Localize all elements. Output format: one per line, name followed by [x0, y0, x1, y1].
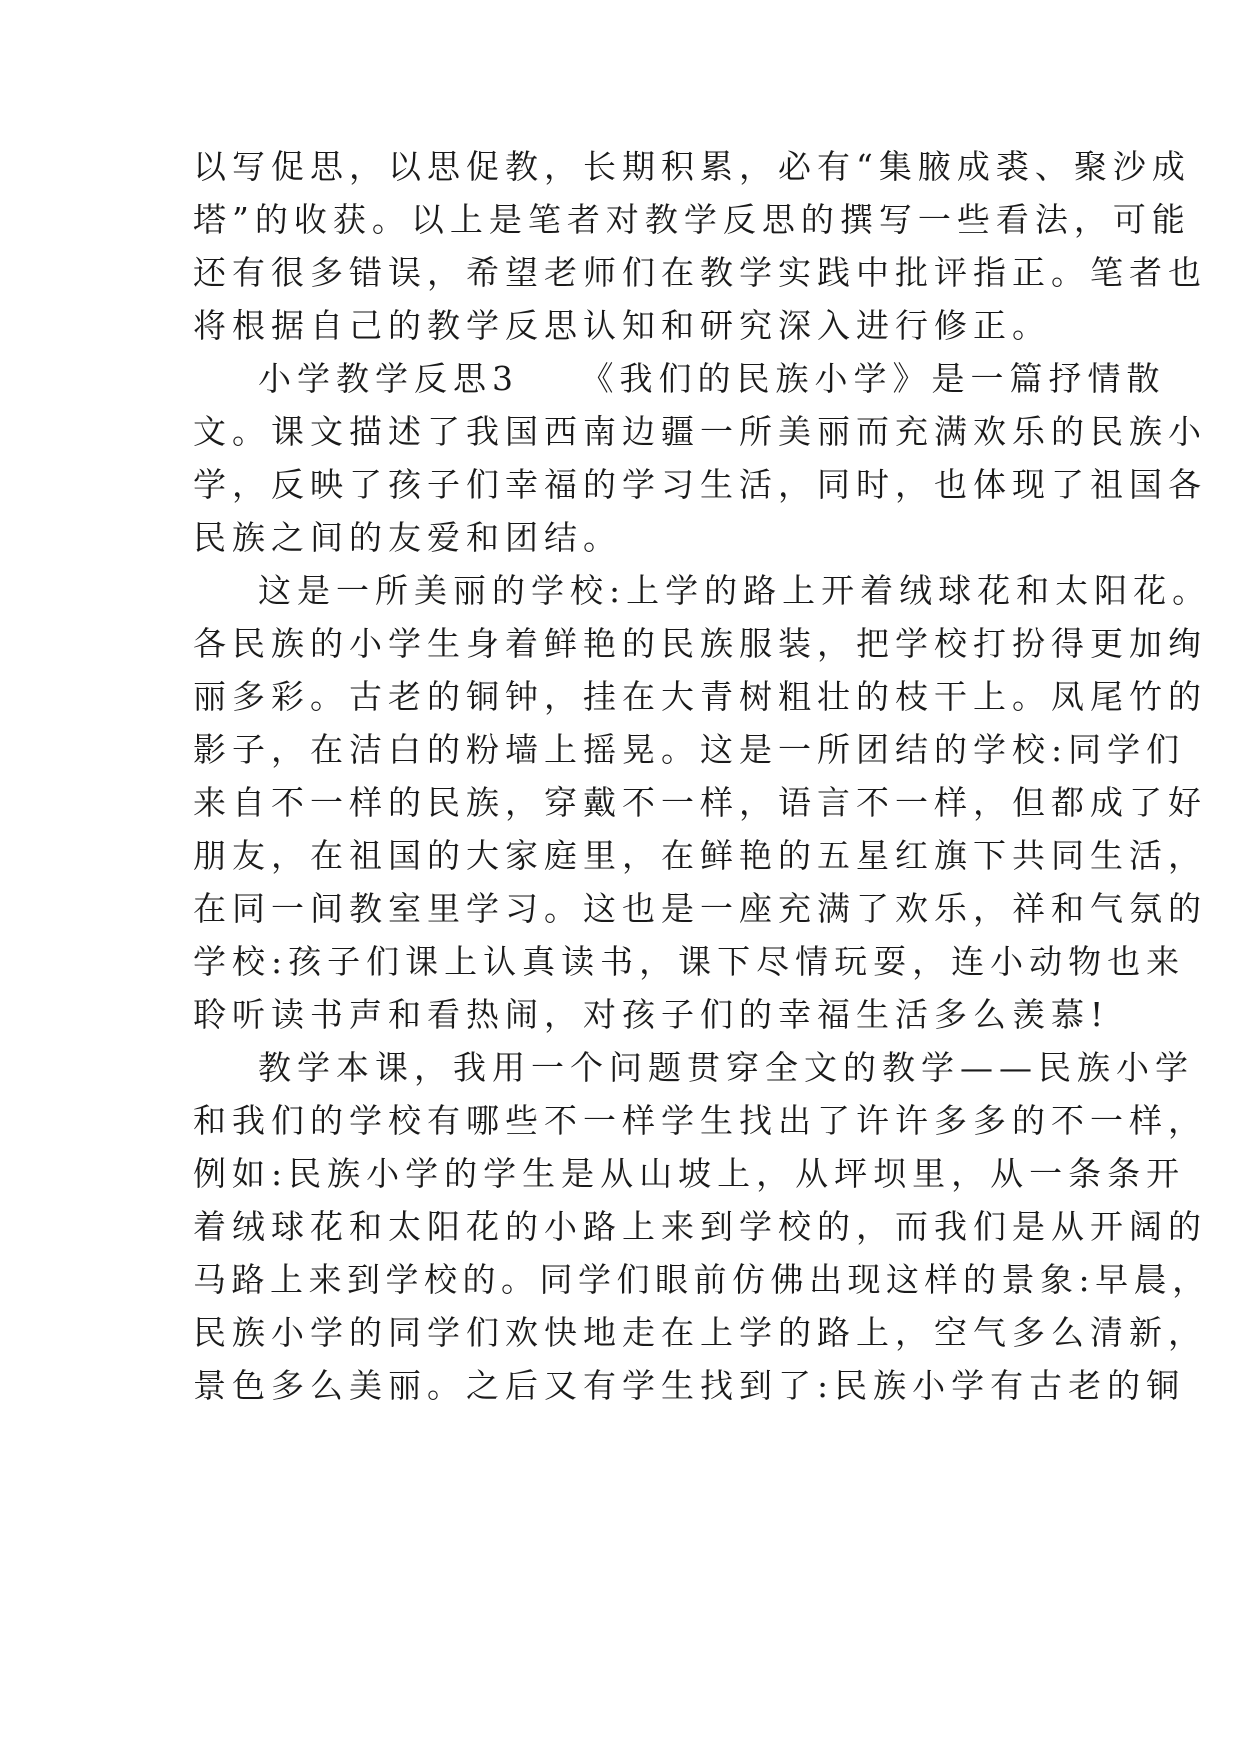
- text-line: 学，反映了孩子们幸福的学习生活，同时，也体现了祖国各: [193, 465, 1207, 504]
- text-line: 民族小学的同学们欢快地走在上学的路上，空气多么清新，: [193, 1313, 1207, 1352]
- text-line: 着绒球花和太阳花的小路上来到学校的，而我们是从开阔的: [193, 1207, 1207, 1246]
- text-line: 影子，在洁白的粉墙上摇晃。这是一所团结的学校:同学们: [193, 730, 1186, 769]
- text-line: 将根据自己的教学反思认知和研究深入进行修正。: [193, 306, 1051, 345]
- text-line: 塔”的收获。以上是笔者对教学反思的撰写一些看法，可能: [193, 200, 1191, 239]
- text-line: 马路上来到学校的。同学们眼前仿佛出现这样的景象:早晨，: [193, 1260, 1211, 1299]
- text-line: 聆听读书声和看热闹，对孩子们的幸福生活多么羡慕!: [193, 995, 1110, 1034]
- text-line: 和我们的学校有哪些不一样学生找出了许许多多的不一样，: [193, 1101, 1207, 1140]
- text-line: 在同一间教室里学习。这也是一座充满了欢乐，祥和气氛的: [193, 889, 1207, 928]
- text-line: 各民族的小学生身着鲜艳的民族服装，把学校打扮得更加绚: [193, 624, 1207, 663]
- text-line: 文。课文描述了我国西南边疆一所美丽而充满欢乐的民族小: [193, 412, 1207, 451]
- text-line: 以写促思，以思促教，长期积累，必有“集腋成裘、聚沙成: [193, 147, 1191, 186]
- text-line: 教学本课，我用一个问题贯穿全文的教学——民族小学: [258, 1048, 1194, 1087]
- text-line: 丽多彩。古老的铜钟，挂在大青树粗壮的枝干上。凤尾竹的: [193, 677, 1207, 716]
- text-line: 来自不一样的民族，穿戴不一样，语言不一样，但都成了好: [193, 783, 1207, 822]
- text-line: 这是一所美丽的学校:上学的路上开着绒球花和太阳花。: [258, 571, 1212, 610]
- paragraph-heading-line: 小学教学反思3 《我们的民族小学》是一篇抒情散: [258, 359, 1166, 398]
- text-line: 还有很多错误，希望老师们在教学实践中批评指正。笔者也: [193, 253, 1207, 292]
- text-line: 景色多么美丽。之后又有学生找到了:民族小学有古老的铜: [193, 1366, 1186, 1405]
- text-line: 学校:孩子们课上认真读书，课下尽情玩耍，连小动物也来: [193, 942, 1186, 981]
- text-line: 例如:民族小学的学生是从山坡上，从坪坝里，从一条条开: [193, 1154, 1186, 1193]
- text-line: 朋友，在祖国的大家庭里，在鲜艳的五星红旗下共同生活，: [193, 836, 1207, 875]
- text-line: 民族之间的友爱和团结。: [193, 518, 622, 557]
